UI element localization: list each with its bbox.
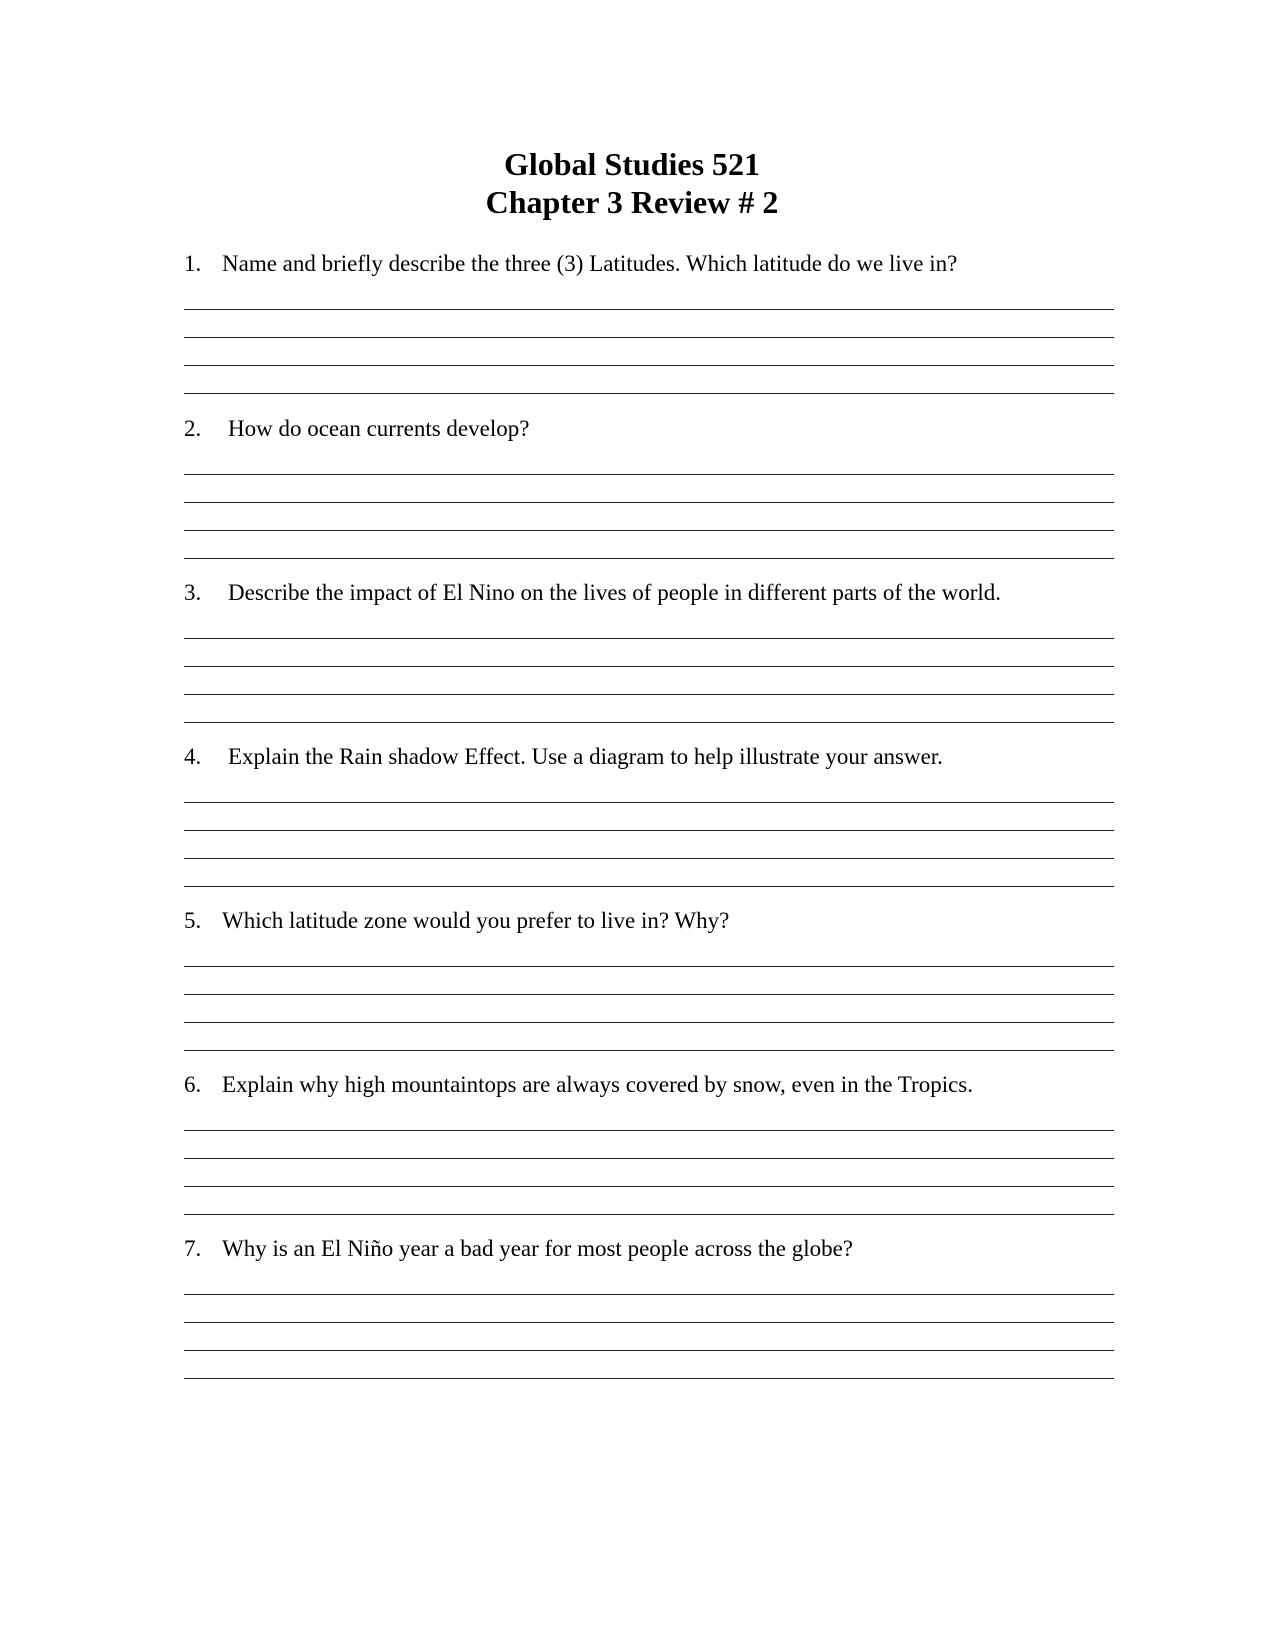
answer-line[interactable] (184, 803, 1114, 831)
answer-line[interactable] (184, 1159, 1114, 1187)
answer-line[interactable] (184, 338, 1114, 366)
question-7 (184, 1235, 1114, 1379)
answer-area[interactable] (184, 447, 1114, 559)
answer-line[interactable] (184, 939, 1114, 967)
question-text: How do ocean currents develop? (228, 416, 530, 441)
question-text: Name and briefly describe the three (3) Latitudes. Which latitude do we live in? (222, 251, 958, 276)
question-5 (184, 907, 1114, 1051)
answer-line[interactable] (184, 531, 1114, 559)
answer-line[interactable] (184, 1295, 1114, 1323)
question-text: Why is an El Niño year a bad year for most people across the globe? (222, 1236, 854, 1261)
question-number: 6. (184, 1072, 202, 1097)
question-number: 2. (184, 416, 202, 441)
answer-area[interactable] (184, 611, 1114, 723)
answer-line[interactable] (184, 639, 1114, 667)
answer-line[interactable] (184, 366, 1114, 394)
answer-line[interactable] (184, 859, 1114, 887)
question-number: 5. (184, 908, 202, 933)
answer-line[interactable] (184, 1187, 1114, 1215)
answer-area[interactable] (184, 939, 1114, 1051)
answer-line[interactable] (184, 475, 1114, 503)
question-text: Explain the Rain shadow Effect. Use a diagram to help illustrate your answer. (228, 744, 943, 769)
answer-line[interactable] (184, 1023, 1114, 1051)
answer-line[interactable] (184, 967, 1114, 995)
answer-area[interactable] (184, 1267, 1114, 1379)
answer-line[interactable] (184, 1131, 1114, 1159)
page-title: Global Studies 521 (503, 146, 761, 182)
question-number: 3. (184, 580, 202, 605)
answer-area[interactable] (184, 1103, 1114, 1215)
answer-line[interactable] (184, 282, 1114, 310)
question-4 (184, 743, 1114, 887)
page-subtitle: Chapter 3 Review # 2 (485, 184, 779, 220)
question-2 (184, 415, 1114, 559)
answer-line[interactable] (184, 667, 1114, 695)
question-number: 7. (184, 1236, 202, 1261)
question-number: 1. (184, 251, 202, 276)
question-text: Describe the impact of El Nino on the lives of people in different parts of the world. (228, 580, 1002, 605)
answer-line[interactable] (184, 447, 1114, 475)
answer-line[interactable] (184, 775, 1114, 803)
answer-line[interactable] (184, 995, 1114, 1023)
answer-line[interactable] (184, 611, 1114, 639)
question-6 (184, 1071, 1114, 1215)
answer-line[interactable] (184, 310, 1114, 338)
question-3 (184, 579, 1114, 723)
answer-area[interactable] (184, 282, 1114, 394)
question-number: 4. (184, 744, 202, 769)
title-block (0, 145, 1264, 221)
answer-line[interactable] (184, 1351, 1114, 1379)
answer-line[interactable] (184, 1323, 1114, 1351)
answer-line[interactable] (184, 503, 1114, 531)
answer-area[interactable] (184, 775, 1114, 887)
question-text: Which latitude zone would you prefer to live in? Why? (222, 908, 730, 933)
answer-line[interactable] (184, 1267, 1114, 1295)
answer-line[interactable] (184, 695, 1114, 723)
question-text: Explain why high mountaintops are always covered by snow, even in the Tropics. (222, 1072, 973, 1097)
answer-line[interactable] (184, 1103, 1114, 1131)
question-1 (184, 250, 1114, 394)
answer-line[interactable] (184, 831, 1114, 859)
